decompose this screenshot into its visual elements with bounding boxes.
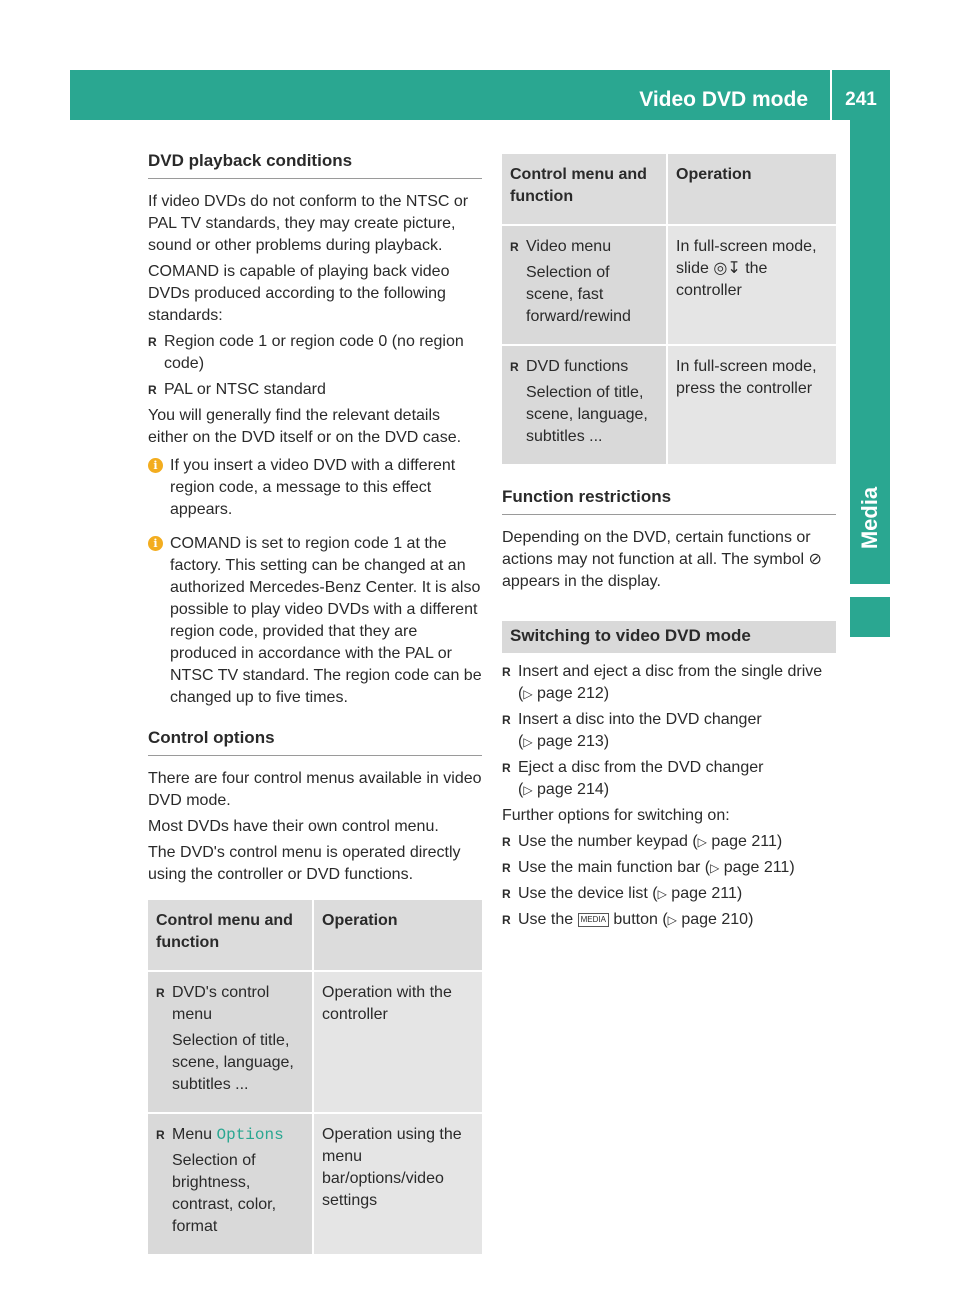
info-note (148, 455, 482, 521)
list-item: R Insert and eject a disc from the single drive (▷ page 212) (502, 661, 836, 705)
table-row (148, 1113, 482, 1254)
side-block (850, 597, 890, 637)
menu-label: Menu (172, 1126, 213, 1143)
cell-main-text (156, 1124, 304, 1146)
table-cell: Operation using the menu bar/options/video settings (313, 1113, 482, 1254)
table-row (502, 345, 836, 464)
cell-sub-text: Selection of scene, fast forward/rewind (526, 264, 631, 325)
cell-main-text: R DVD functions (510, 356, 658, 378)
list-item-text: Use the device list ( (518, 885, 658, 902)
paragraph: Further options for switching on: (502, 807, 730, 824)
page-ref-icon: ▷ (523, 783, 533, 797)
table-cell (148, 1113, 313, 1254)
paragraph: Most DVDs have their own control menu. (148, 818, 439, 835)
table-cell (502, 345, 667, 464)
list-item (502, 909, 836, 931)
section-heading-switching: Switching to video DVD mode (502, 621, 836, 653)
header-bar (70, 70, 890, 120)
operation-text: the controller (676, 260, 768, 299)
left-column (148, 150, 482, 1254)
list-item: R Insert a disc into the DVD changer (▷ page 213) (502, 709, 836, 753)
paragraph-text: Depending on the DVD, certain functions or actions may not function at all. The symbol (502, 529, 811, 568)
page-number: 241 (845, 89, 877, 110)
page-ref[interactable]: page 214) (537, 781, 610, 798)
operation-text: In full-screen mode, slide (676, 238, 817, 277)
side-tab-label: Media (857, 486, 882, 550)
cell-sub-text: Selection of brightness, contrast, color, format (172, 1152, 277, 1235)
table-header: Operation (667, 154, 836, 225)
controller-slide-icon: ◎↧ (713, 260, 741, 277)
paragraph: If video DVDs do not conform to the NTSC or PAL TV standards, they may create picture, sound or other problems during playback. (148, 193, 469, 254)
options-softkey-label: Options (216, 1126, 284, 1144)
table-cell (148, 971, 313, 1113)
page-ref[interactable]: page 211) (711, 833, 783, 850)
page-ref-icon: ▷ (523, 687, 533, 701)
info-icon: i (148, 536, 163, 551)
info-icon: i (148, 458, 163, 473)
cell-sub-text: Selection of title, scene, language, subtitles ... (526, 384, 648, 445)
table-cell: In full-screen mode, press the controller (667, 345, 836, 464)
page-ref-icon: ▷ (667, 913, 677, 927)
list-item-text: Use the main function bar ( (518, 859, 711, 876)
info-note-text: COMAND is set to region code 1 at the factory. This setting can be changed at an authorized Mercedes-Benz Center. It is also possible to play video DVDs with a different region code, provided that they are produced in accordance with the PAL or NTSC TV standard. The region code can be changed up to five times. (170, 535, 482, 706)
page-ref-icon: ▷ (523, 735, 533, 749)
control-menu-table-continued (502, 154, 836, 464)
list-item: R PAL or NTSC standard (148, 379, 482, 401)
page-ref-icon: ▷ (697, 835, 707, 849)
list-item-text: Insert a disc into the DVD changer (518, 711, 762, 728)
list-item-text: Eject a disc from the DVD changer (518, 759, 764, 776)
table-header: Control menu and function (148, 900, 313, 971)
table-cell (502, 225, 667, 345)
side-tab-media (850, 452, 890, 584)
cell-main-text: R DVD's control menu (156, 982, 304, 1026)
prohibited-icon: ⊘ (808, 551, 822, 568)
table-cell (667, 225, 836, 345)
list-item-text: Use the number keypad ( (518, 833, 698, 850)
table-row (502, 225, 836, 345)
page-ref-icon: ▷ (657, 887, 667, 901)
page-title: Video DVD mode (639, 88, 808, 111)
list-item (502, 857, 836, 879)
list-item-text: button ( (613, 911, 668, 928)
media-button-icon: MEDIA (578, 913, 609, 927)
paragraph-text: appears in the display. (502, 573, 661, 590)
paragraph: There are four control menus available in video DVD mode. (148, 770, 482, 809)
paragraph (502, 527, 836, 593)
paragraph: The DVD's control menu is operated directly using the controller or DVD functions. (148, 844, 461, 883)
table-header: Operation (313, 900, 482, 971)
list-item (502, 831, 836, 853)
table-header: Control menu and function (502, 154, 667, 225)
control-menu-table (148, 900, 482, 1254)
info-note-text: If you insert a video DVD with a different region code, a message to this effect appears. (170, 457, 456, 518)
section-heading-function-restrictions: Function restrictions (502, 486, 836, 515)
page-ref[interactable]: page 212) (537, 685, 610, 702)
table-row (148, 971, 482, 1113)
page-ref[interactable]: page 213) (537, 733, 610, 750)
list-item: R Region code 1 or region code 0 (no region code) (148, 331, 482, 375)
paragraph: You will generally find the relevant details either on the DVD itself or on the DVD case. (148, 407, 462, 446)
list-item (502, 883, 836, 905)
info-note (148, 533, 482, 709)
page-ref[interactable]: page 211) (723, 859, 795, 876)
section-heading-control-options: Control options (148, 727, 482, 756)
page-ref[interactable]: page 211) (671, 885, 743, 902)
cell-main-text: R Video menu (510, 236, 658, 258)
list-item: R Eject a disc from the DVD changer (▷ page 214) (502, 757, 836, 801)
side-strip (850, 120, 890, 452)
right-column (502, 154, 836, 935)
page-ref-icon: ▷ (710, 861, 720, 875)
list-item-text: Use the (518, 911, 574, 928)
page-ref[interactable]: page 210) (681, 911, 754, 928)
cell-sub-text: Selection of title, scene, language, subtitles ... (172, 1032, 294, 1093)
section-heading-playback: DVD playback conditions (148, 150, 482, 179)
table-cell: Operation with the controller (313, 971, 482, 1113)
paragraph: COMAND is capable of playing back video DVDs produced according to the following standards: (148, 263, 450, 324)
list-item-text: Insert and eject a disc from the single drive (518, 663, 823, 680)
